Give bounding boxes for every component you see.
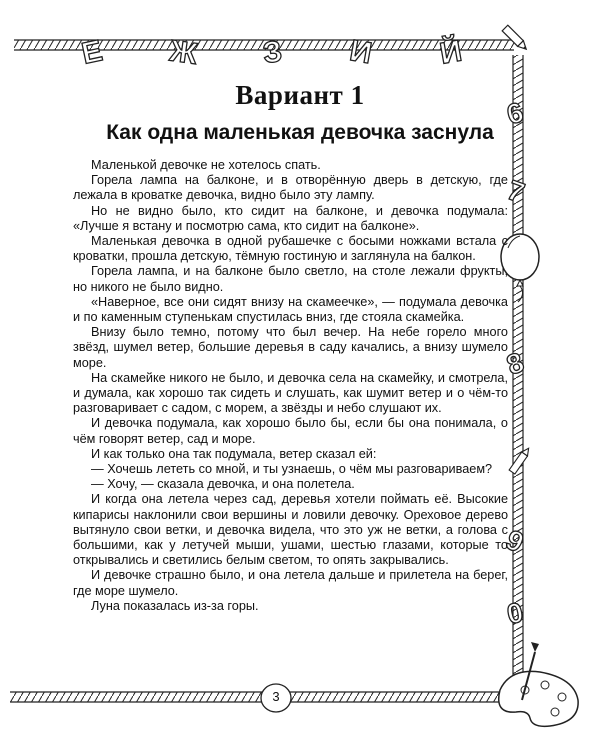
border-digit-nine: 9 (501, 523, 529, 559)
story-paragraph: — Хочу, — сказала девочка, и она полетела. (91, 477, 355, 492)
border-letter-i: И (347, 34, 375, 71)
story-paragraph: Внизу было темно, потому что был вечер. На небе горело много звёзд, шумел ветер, большие деревья в саду качались, а внизу шумело море. (73, 325, 508, 370)
story-paragraph: «Наверное, все они сидят внизу на скамеечке», — подумала девочка и по каменным ступенькам спустилась вниз, где стояла скамейка. (73, 294, 508, 325)
story-paragraph: Но не видно было, кто сидит на балконе, и девочка подумала: «Лучше я встану и посмотрю сама, кто сидит на балконе». (73, 203, 508, 233)
story-paragraph: И как только она так подумала, ветер сказал ей: (91, 446, 377, 461)
border-digit-seven: 7 (503, 174, 529, 209)
border-letter-ze: З (260, 34, 285, 71)
border-digit-zero: 0 (504, 596, 526, 630)
border-letter-i-short: Й (437, 34, 465, 71)
border-letter-zhe: Ж (167, 34, 200, 71)
story-paragraph: И девочка подумала, как хорошо было бы, если бы она понимала, о чём говорят ветер, сад и море. (73, 416, 508, 446)
story-paragraph: Горела лампа на балконе, и в отворённую дверь в детскую, где лежала в кроватке девочка, видно было эту лампу. (73, 173, 508, 203)
story-paragraph: И девочке страшно было, и она летела дальше и прилетела на берег, где море шумело. (73, 568, 508, 598)
page-number: 3 (272, 689, 280, 704)
story-paragraph: Горела лампа, и на балконе было светло, на столе лежали фрукты, но никого не было видно. (73, 264, 508, 294)
story-paragraph: Маленькой девочке не хотелось спать. (91, 158, 321, 172)
story-paragraph: Луна показалась из-за горы. (91, 598, 259, 613)
story-title: Как одна маленькая девочка заснула (106, 121, 494, 144)
story-paragraph: На скамейке никого не было, и девочка села на скамейку, и смотрела, и думала, как хорошо так сидеть и слушать, как шумит ветер и о чём-то разговаривает с садом, с морем, а звёзды и небо слушают их. (73, 370, 508, 416)
story-paragraph: — Хочешь лететь со мной, и ты узнаешь, о чём мы разговариваем? (91, 462, 493, 477)
border-letter-ye: Е (78, 34, 106, 71)
story-paragraph: И когда она летела через сад, деревья хотели поймать её. Высокие кипарисы наклонили свои вершины и ловили девочку. Ореховое дерево вытянуло свои ветки, и девочка видела, что это уж не ветки, а голова с большими, как у летучей мыши, ушами, шестью глазами, которые то открывались и светились белым светом, то опять закрывались. (73, 492, 508, 568)
border-digit-eight: 8 (502, 346, 528, 381)
variant-heading: Вариант 1 (235, 80, 365, 110)
border-digit-six: 6 (503, 96, 527, 131)
story-paragraph: Маленькая девочка в одной рубашечке с босыми ножками встала с кроватки, прошла детскую, тёмную гостиную и заглянула на балкон. (73, 234, 508, 264)
story-text (73, 158, 508, 614)
